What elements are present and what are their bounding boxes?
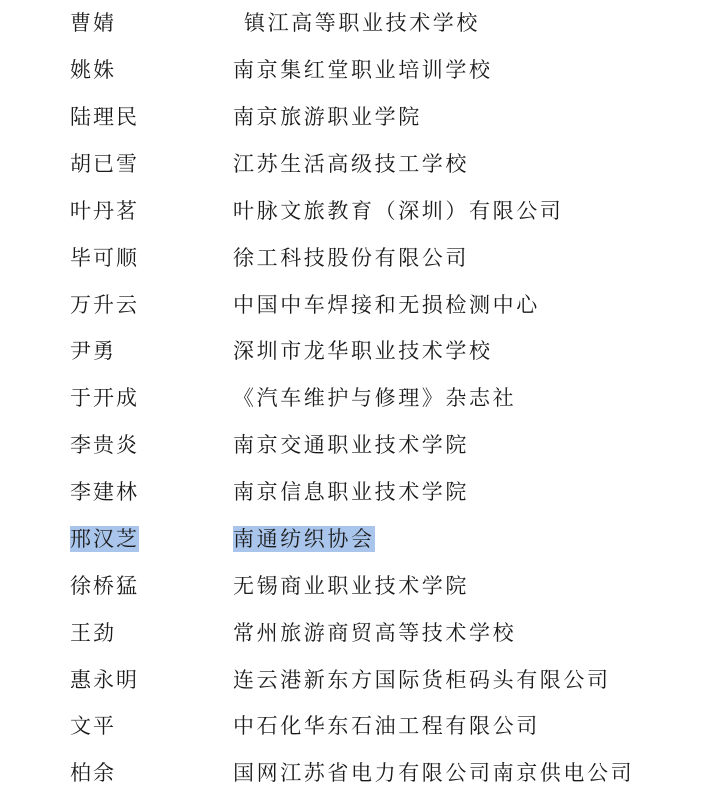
list-item — [0, 144, 722, 191]
organization-name: 江苏生活高级技工学校 — [233, 152, 469, 176]
list-item — [0, 50, 722, 97]
person-name: 徐桥猛 — [70, 574, 139, 598]
person-name: 李贵炎 — [70, 433, 139, 457]
person-name: 文平 — [70, 714, 116, 738]
organization-name: 徐工科技股份有限公司 — [233, 246, 469, 270]
organization-name: 镇江高等职业技术学校 — [244, 11, 480, 35]
list-item — [0, 191, 722, 238]
organization-name: 中国中车焊接和无损检测中心 — [233, 293, 540, 317]
list-item — [0, 660, 722, 707]
list-item — [0, 425, 722, 472]
list-item — [0, 472, 722, 519]
organization-name: 南京集红堂职业培训学校 — [233, 58, 493, 82]
person-name: 陆理民 — [70, 105, 139, 129]
person-name: 胡已雪 — [70, 152, 139, 176]
list-item — [0, 566, 722, 613]
person-name: 王劲 — [70, 621, 116, 645]
organization-name-selected[interactable]: 南通纺织协会 — [233, 527, 375, 551]
organization-name: 常州旅游商贸高等技术学校 — [233, 621, 517, 645]
list-item — [0, 331, 722, 378]
organization-name: 叶脉文旅教育（深圳）有限公司 — [233, 199, 564, 223]
list-item — [0, 238, 722, 285]
list-item — [0, 285, 722, 332]
list-item — [0, 97, 722, 144]
organization-name: 无锡商业职业技术学院 — [233, 574, 469, 598]
person-name: 惠永明 — [70, 668, 139, 692]
organization-name: 国网江苏省电力有限公司南京供电公司 — [233, 761, 635, 785]
list-item-selected[interactable] — [0, 519, 722, 566]
list-item — [0, 706, 722, 753]
person-name-selected[interactable]: 邢汉芝 — [70, 527, 139, 551]
person-name: 李建林 — [70, 480, 139, 504]
person-name: 叶丹茗 — [70, 199, 139, 223]
person-name: 姚姝 — [70, 58, 116, 82]
list-item — [0, 613, 722, 660]
organization-name: 连云港新东方国际货柜码头有限公司 — [233, 668, 611, 692]
person-name: 柏余 — [70, 761, 116, 785]
list-item — [0, 378, 722, 425]
organization-name: 中石化华东石油工程有限公司 — [233, 714, 540, 738]
person-name: 于开成 — [70, 386, 139, 410]
organization-name: 《汽车维护与修理》杂志社 — [233, 386, 517, 410]
person-name: 万升云 — [70, 293, 139, 317]
organization-name: 南京信息职业技术学院 — [233, 480, 469, 504]
person-name: 尹勇 — [70, 339, 116, 363]
organization-name: 南京旅游职业学院 — [233, 105, 422, 129]
list-item — [0, 753, 722, 800]
organization-name: 南京交通职业技术学院 — [233, 433, 469, 457]
list-item — [0, 3, 722, 50]
person-name: 曹婧 — [70, 11, 116, 35]
person-name: 毕可顺 — [70, 246, 139, 270]
organization-name: 深圳市龙华职业技术学校 — [233, 339, 493, 363]
